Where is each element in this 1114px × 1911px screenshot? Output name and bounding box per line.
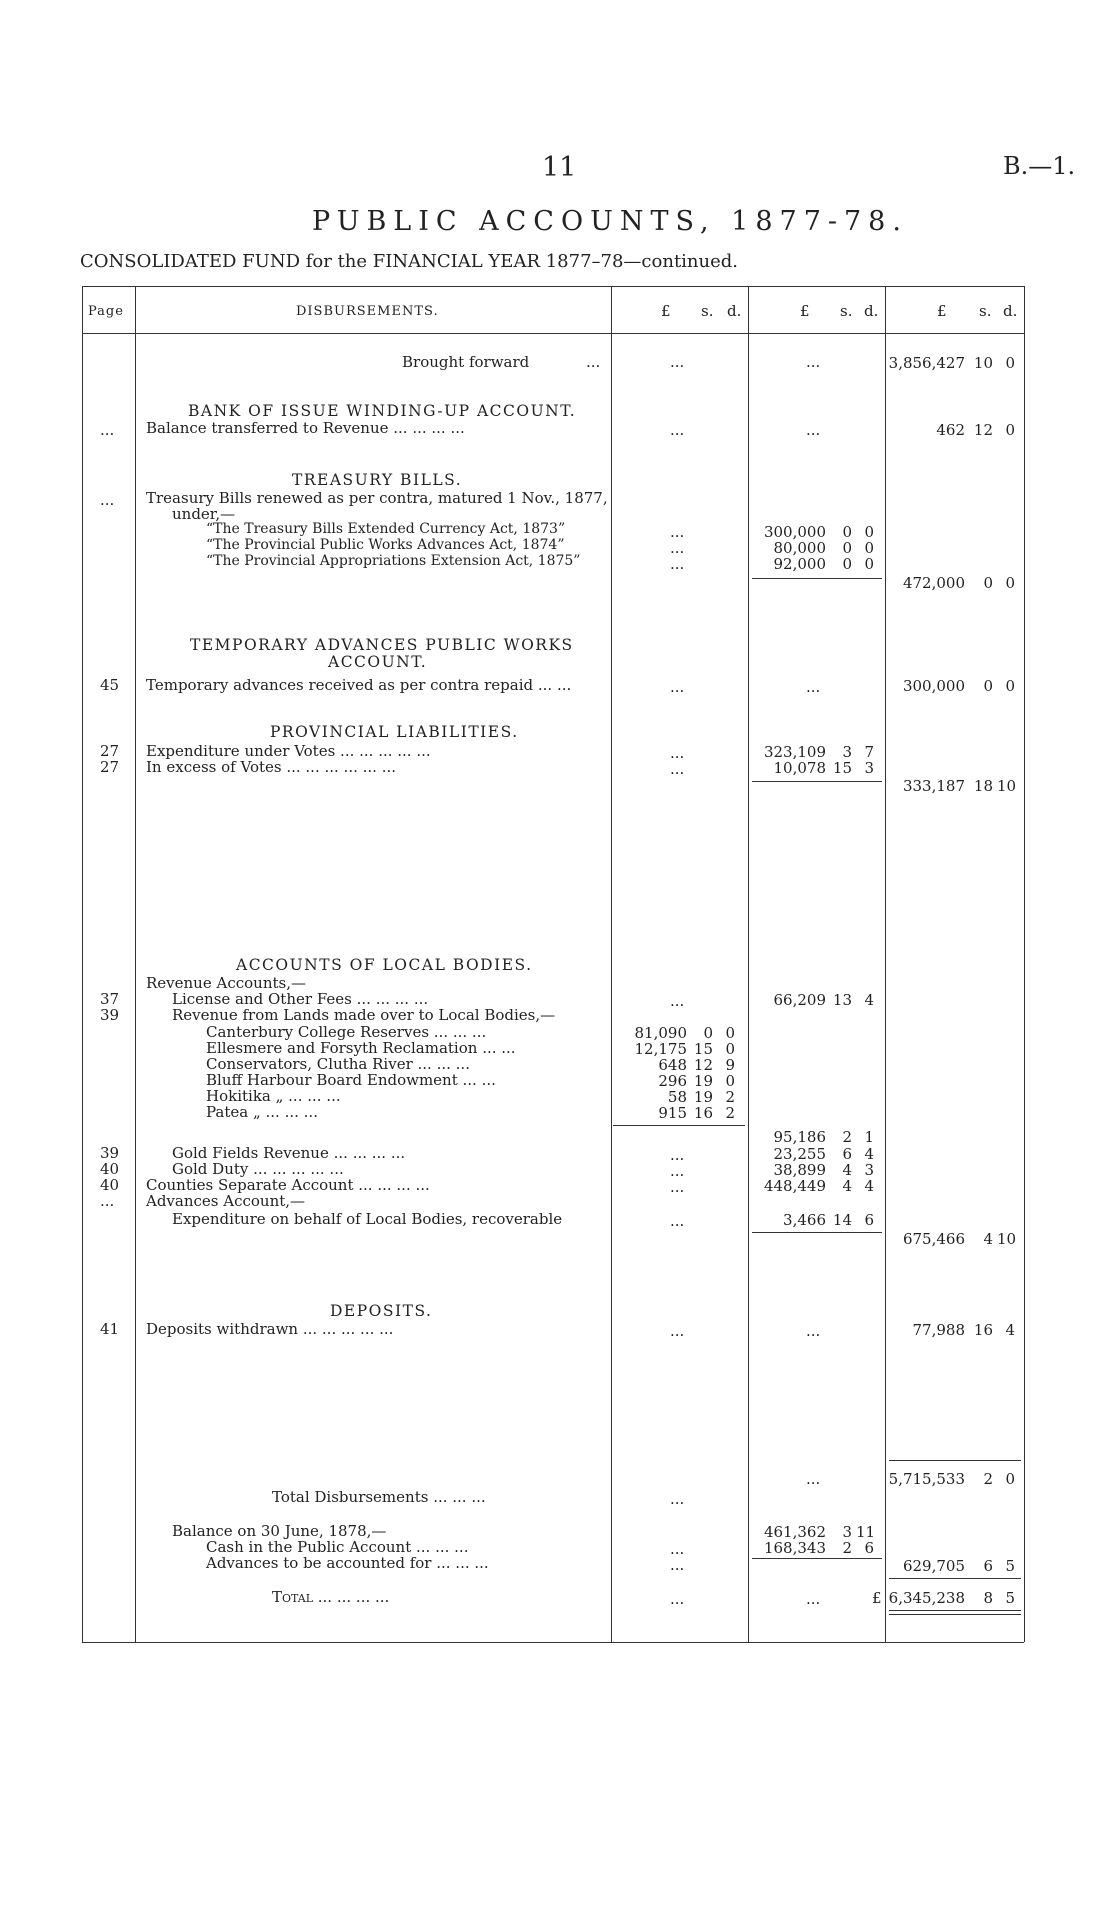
balance-item-label: Advances to be accounted for ... ... ... (206, 1554, 489, 1572)
local-more-label: Gold Duty ... ... ... ... ... (172, 1160, 344, 1178)
treasury-item-amount: 80,000 0 0 (773, 539, 874, 557)
local-more-c1: ... (670, 1162, 685, 1180)
land-item-label: Bluff Harbour Board Endowment ... ... (206, 1071, 496, 1089)
land-item-amount: 648 12 9 (658, 1056, 735, 1074)
grand-total-label: Total ... ... ... ... (272, 1588, 390, 1606)
prov-c1: ... (670, 744, 685, 762)
balance-item-amount: 461,362 3 11 (763, 1523, 876, 1541)
local-license-amount: 66,209 13 4 (773, 991, 874, 1009)
brought-forward-c2: ... (806, 353, 821, 371)
bank-amount: 462 12 0 (936, 421, 1015, 439)
column-header-disbursements: DISBURSEMENTS. (296, 304, 439, 319)
land-item-label: Patea „ ... ... ... (206, 1103, 318, 1121)
treasury-item-label: “The Treasury Bills Extended Currency Act, 1873” (206, 521, 566, 537)
treasury-item-label: “The Provincial Appropriations Extension Act, 1875” (206, 553, 581, 569)
land-item-amount: 915 16 2 (658, 1104, 735, 1122)
treasury-item-c1: ... (670, 539, 685, 557)
land-item-label: Conservators, Clutha River ... ... ... (206, 1055, 470, 1073)
bank-c1: ... (670, 421, 685, 439)
local-more-amount: 23,255 6 4 (773, 1145, 874, 1163)
bank-c2: ... (806, 421, 821, 439)
page-subtitle: CONSOLIDATED FUND for the FINANCIAL YEAR 1877–78—continued. (80, 251, 739, 272)
deposits-amount: 77,988 16 4 (912, 1321, 1015, 1339)
local-more-page: 40 (100, 1160, 120, 1178)
temp-label: Temporary advances received as per contra repaid ... ... (146, 676, 572, 694)
land-item-amount: 81,090 0 0 (634, 1024, 735, 1042)
local-adv-item-c1: ... (670, 1212, 685, 1230)
temp-amount: 300,000 0 0 (902, 677, 1015, 695)
balance-total: 629,705 6 5 (902, 1557, 1015, 1575)
local-more-amount: 448,449 4 4 (763, 1177, 874, 1195)
prov-page: 27 (100, 742, 120, 760)
prov-c1: ... (670, 760, 685, 778)
local-revenue-label: Revenue Accounts,— (146, 974, 306, 992)
local-more-c1: ... (670, 1146, 685, 1164)
balance-item-amount: 168,343 2 6 (763, 1539, 874, 1557)
deposits-c2: ... (806, 1322, 821, 1340)
deposits-c1: ... (670, 1322, 685, 1340)
local-more-label: Gold Fields Revenue ... ... ... ... (172, 1144, 406, 1162)
local-adv-item-label: Expenditure on behalf of Local Bodies, recoverable (172, 1210, 563, 1228)
bank-page: ... (100, 421, 115, 439)
prov-heading: PROVINCIAL LIABILITIES. (270, 723, 519, 741)
temp-heading-line2: ACCOUNT. (328, 653, 428, 671)
treasury-item-c1: ... (670, 555, 685, 573)
treasury-page: ... (100, 491, 115, 509)
column-header-page: Page (88, 304, 124, 319)
treasury-intro-line1: Treasury Bills renewed as per contra, matured 1 Nov., 1877, (146, 489, 608, 507)
local-more-page: 40 (100, 1176, 120, 1194)
local-adv-item-amount: 3,466 14 6 (783, 1211, 874, 1229)
money-header-2: £ s. d. (800, 302, 879, 320)
prov-label: In excess of Votes ... ... ... ... ... ... (146, 758, 397, 776)
local-lands-page: 39 (100, 1006, 120, 1024)
treasury-item-label: “The Provincial Public Works Advances Act, 1874” (206, 537, 565, 553)
bank-label: Balance transferred to Revenue ... ... ... ... (146, 419, 465, 437)
local-adv-label: Advances Account,— (146, 1192, 306, 1210)
bank-heading: BANK OF ISSUE WINDING-UP ACCOUNT. (188, 402, 577, 420)
temp-c1: ... (670, 678, 685, 696)
temp-heading-line1: TEMPORARY ADVANCES PUBLIC WORKS (190, 636, 574, 654)
grand-total-c1: ... (670, 1590, 685, 1608)
prov-amount: 10,078 15 3 (773, 759, 874, 777)
brought-forward-label: Brought forward (402, 353, 530, 371)
local-more-c1: ... (670, 1178, 685, 1196)
prov-total: 333,187 18 10 (902, 777, 1017, 795)
treasury-item-c1: ... (670, 523, 685, 541)
local-more-page: 39 (100, 1144, 120, 1162)
land-item-label: Hokitika „ ... ... ... (206, 1087, 341, 1105)
land-item-amount: 296 19 0 (658, 1072, 735, 1090)
land-item-label: Ellesmere and Forsyth Reclamation ... ... (206, 1039, 516, 1057)
grand-total-pound-sign: £ (872, 1589, 882, 1607)
treasury-item-amount: 92,000 0 0 (773, 555, 874, 573)
local-lands-total: 95,186 2 1 (773, 1128, 874, 1146)
local-more-amount: 38,899 4 3 (773, 1161, 874, 1179)
brought-forward-c1: ... (670, 353, 685, 371)
local-adv-page: ... (100, 1192, 115, 1210)
prov-label: Expenditure under Votes ... ... ... ... ... (146, 742, 431, 760)
balance-item-label: Cash in the Public Account ... ... ... (206, 1538, 469, 1556)
balance-item-c1: ... (670, 1540, 685, 1558)
total-disb-c2: ... (806, 1470, 821, 1488)
treasury-heading: TREASURY BILLS. (292, 471, 463, 489)
grand-total-c2: ... (806, 1590, 821, 1608)
local-license-page: 37 (100, 990, 120, 1008)
local-lands-label: Revenue from Lands made over to Local Bodies,— (172, 1006, 556, 1024)
brought-forward-amount: 3,856,427 10 0 (888, 354, 1015, 372)
total-disb-c1: ... (670, 1490, 685, 1508)
local-license-label: License and Other Fees ... ... ... ... (172, 990, 429, 1008)
local-license-c1: ... (670, 992, 685, 1010)
deposits-page: 41 (100, 1320, 120, 1338)
page-number: 11 (542, 152, 577, 183)
money-header-1: £ s. d. (661, 302, 742, 320)
deposits-heading: DEPOSITS. (330, 1302, 433, 1320)
temp-page: 45 (100, 676, 120, 694)
total-disb-label: Total Disbursements ... ... ... (272, 1488, 486, 1506)
deposits-label: Deposits withdrawn ... ... ... ... ... (146, 1320, 394, 1338)
prov-page: 27 (100, 758, 120, 776)
money-header-3: £ s. d. (937, 302, 1018, 320)
page-title: PUBLIC ACCOUNTS, 1877-78. (312, 206, 908, 237)
land-item-amount: 58 19 2 (667, 1088, 735, 1106)
balance-item-c1: ... (670, 1556, 685, 1574)
temp-c2: ... (806, 678, 821, 696)
treasury-total: 472,000 0 0 (902, 574, 1015, 592)
brought-forward-dots: ... (586, 353, 601, 371)
balance-label: Balance on 30 June, 1878,— (172, 1522, 387, 1540)
prov-amount: 323,109 3 7 (763, 743, 874, 761)
local-total: 675,466 4 10 (902, 1230, 1017, 1248)
treasury-intro-line2: under,— (172, 505, 236, 523)
total-disb-amount: 5,715,533 2 0 (888, 1470, 1015, 1488)
document-reference: B.—1. (1003, 152, 1076, 180)
treasury-item-amount: 300,000 0 0 (763, 523, 874, 541)
land-item-label: Canterbury College Reserves ... ... ... (206, 1023, 487, 1041)
local-more-label: Counties Separate Account ... ... ... ... (146, 1176, 430, 1194)
grand-total-amount: 6,345,238 8 5 (888, 1589, 1015, 1607)
land-item-amount: 12,175 15 0 (634, 1040, 735, 1058)
local-heading: ACCOUNTS OF LOCAL BODIES. (236, 956, 533, 974)
